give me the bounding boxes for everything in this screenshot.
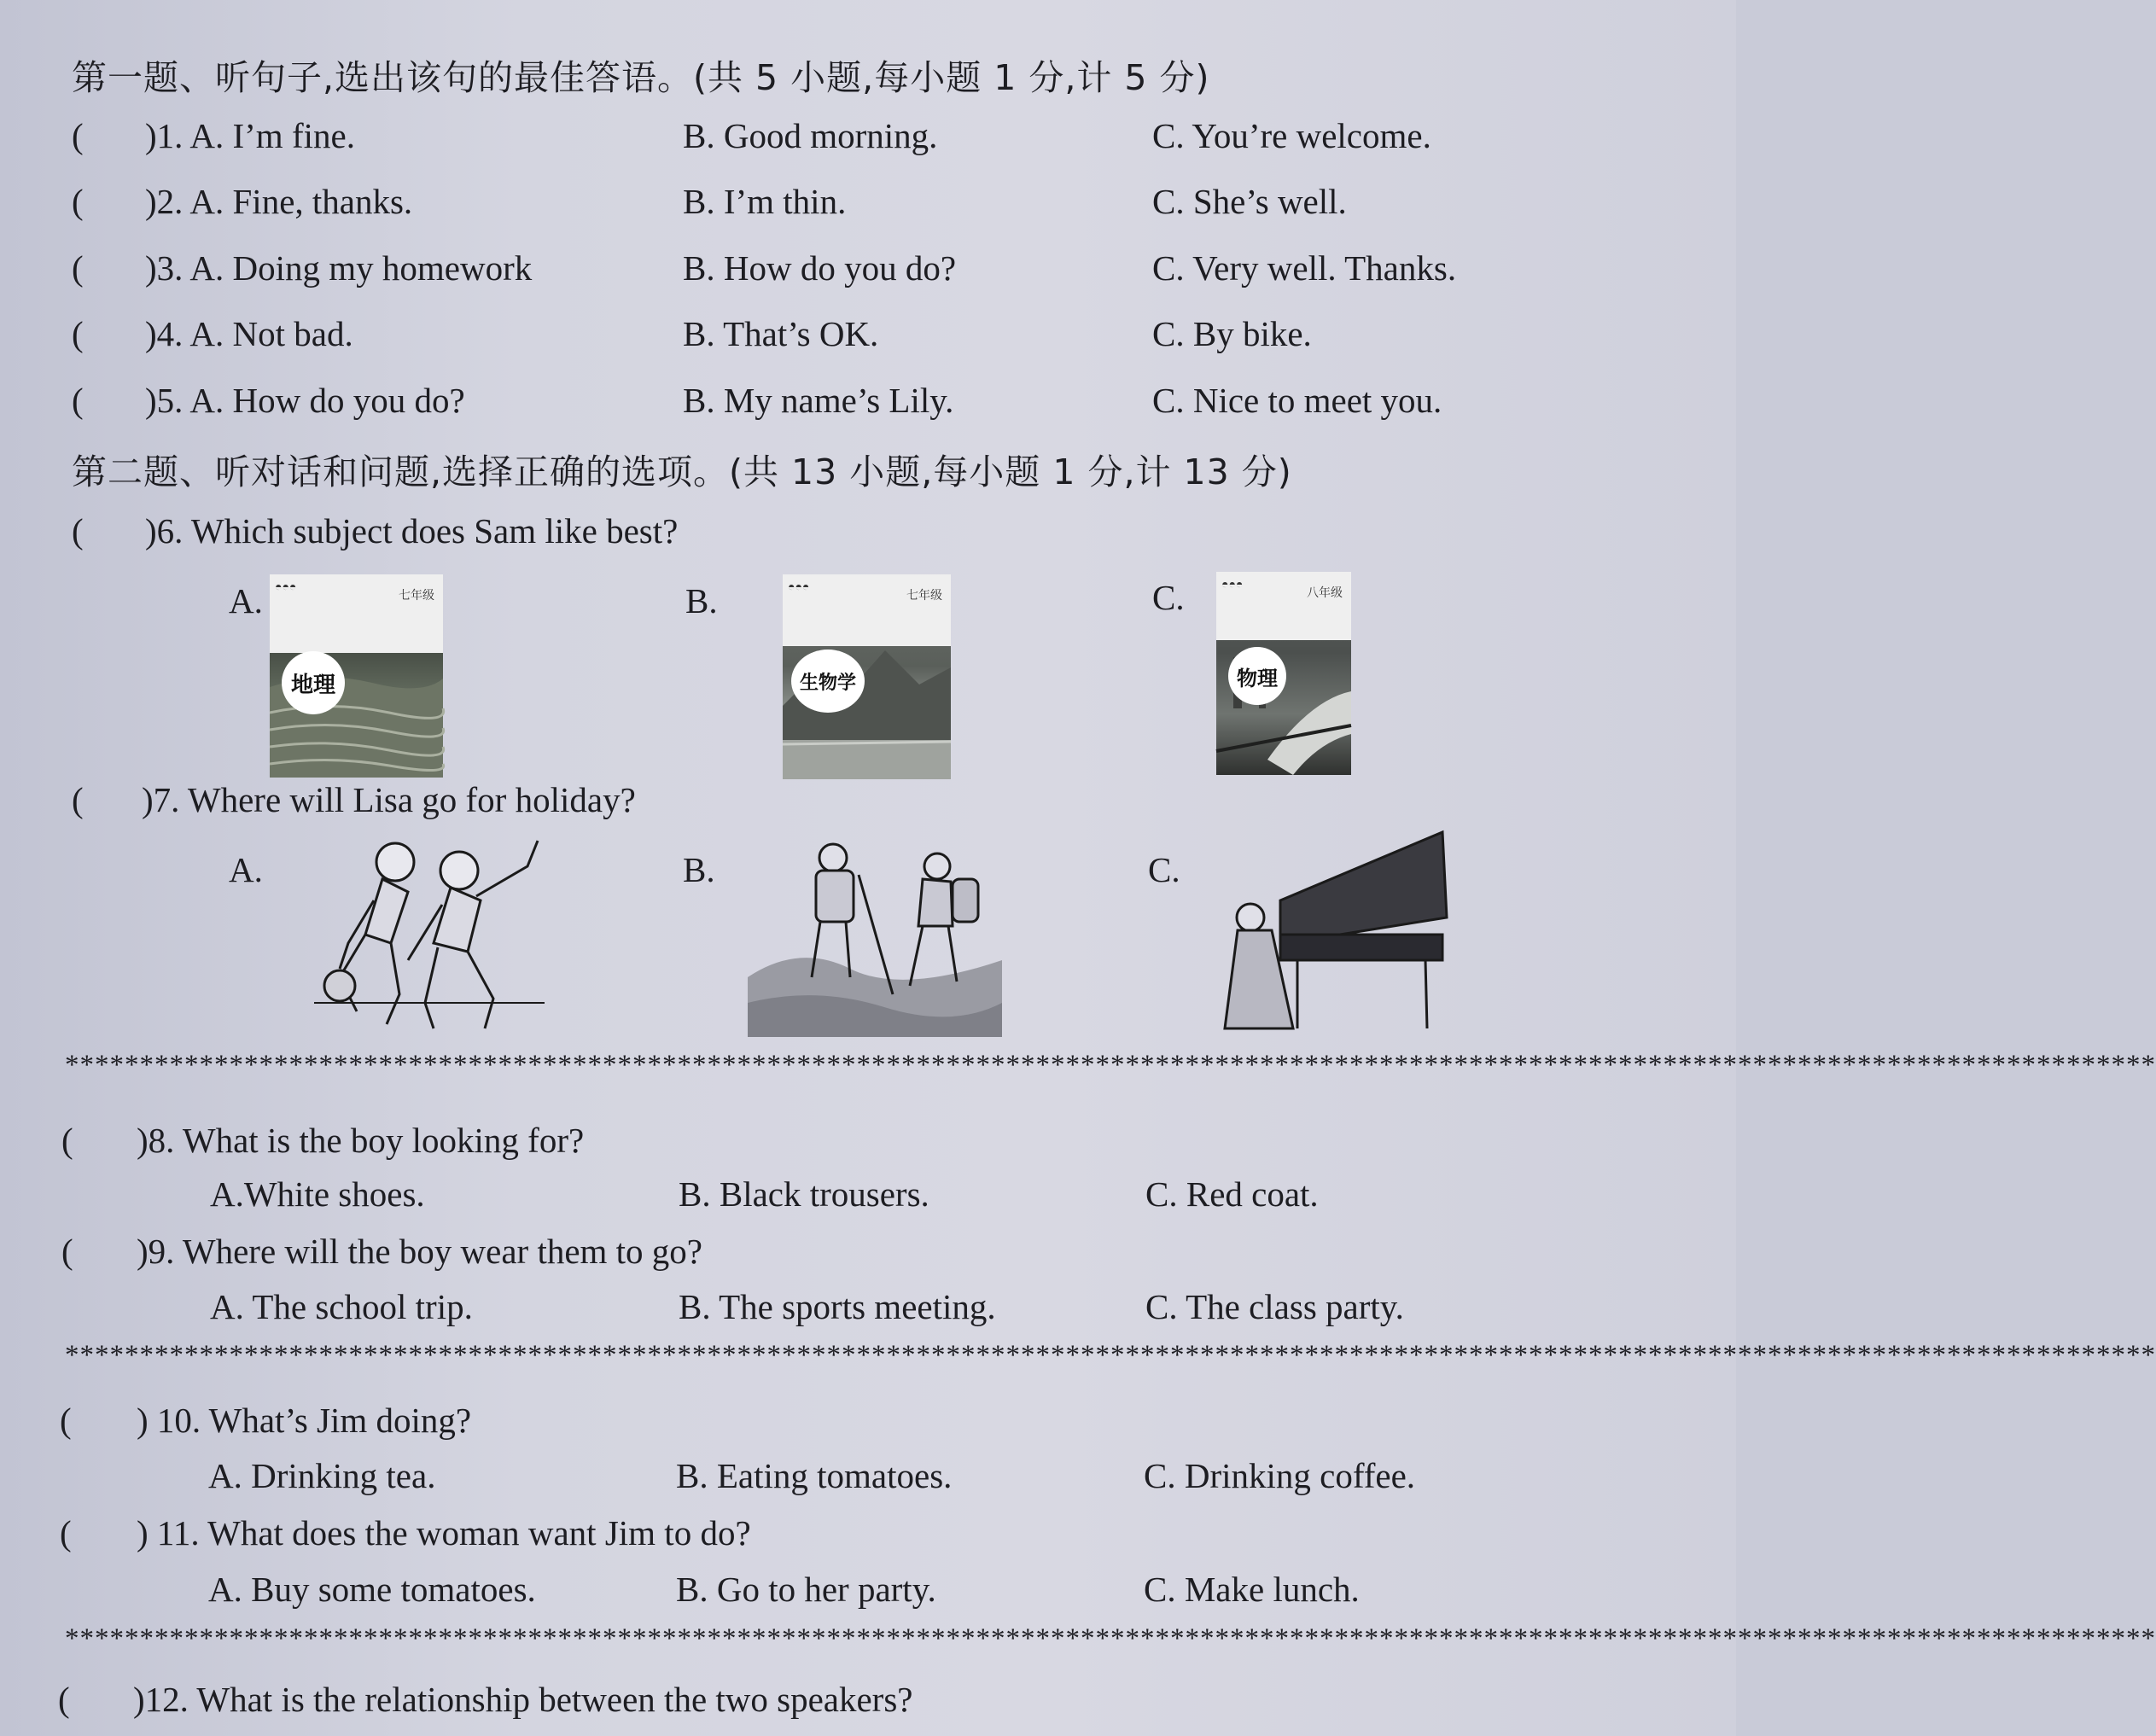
answer-paren[interactable]: ( xyxy=(72,780,84,819)
physics-textbook-image[interactable] xyxy=(1216,572,1351,775)
answer-paren[interactable]: ( xyxy=(58,1680,70,1719)
book-title-badge: 物理 xyxy=(1228,647,1286,705)
option-c: C. Very well. Thanks. xyxy=(1152,248,1457,288)
option-a-label: A. xyxy=(229,850,263,889)
basketball-players-icon[interactable] xyxy=(314,832,545,1037)
options-row-11 xyxy=(0,1569,1736,1620)
answer-paren[interactable]: ( xyxy=(60,1513,72,1552)
girl-playing-piano-icon[interactable] xyxy=(1212,824,1451,1035)
book-grade: 七年级 xyxy=(399,590,434,603)
answer-paren[interactable]: ( xyxy=(72,116,84,155)
option-c: C. She’s well. xyxy=(1152,182,1347,221)
book-title-badge: 地理 xyxy=(282,651,345,714)
question-text: )12. What is the relationship between the two speakers? xyxy=(133,1680,913,1719)
answer-paren[interactable]: ( xyxy=(61,1232,73,1271)
option-b[interactable]: B. Go to her party. xyxy=(676,1570,936,1609)
option-b: B. Good morning. xyxy=(683,116,938,155)
book-grade: 七年级 xyxy=(906,590,942,603)
book-grade: 八年级 xyxy=(1307,587,1343,600)
option-c[interactable]: C. Make lunch. xyxy=(1144,1570,1360,1609)
option-b[interactable]: B. Black trousers. xyxy=(679,1174,929,1214)
option-b[interactable]: B. Eating tomatoes. xyxy=(676,1456,953,1495)
option-b: B. How do you do? xyxy=(683,248,957,288)
option-a-label: A. xyxy=(229,581,263,620)
publisher-logo-icon: ◓◓◓ xyxy=(1221,579,1244,591)
answer-paren[interactable]: ( xyxy=(72,381,84,420)
question-row-10 xyxy=(0,1400,1736,1451)
publisher-logo-icon: ◓◓◓ xyxy=(275,581,297,594)
question-row-6 xyxy=(0,510,1736,562)
geography-textbook-image[interactable] xyxy=(270,574,443,778)
question-row-7 xyxy=(0,779,1736,830)
question-a: )2. A. Fine, thanks. xyxy=(145,182,413,221)
question-text: )8. What is the boy looking for? xyxy=(137,1121,585,1160)
question-row-2 xyxy=(0,181,1736,232)
option-c-label: C. xyxy=(1148,850,1180,889)
question-text: )9. Where will the boy wear them to go? xyxy=(137,1232,703,1271)
answer-paren[interactable]: ( xyxy=(72,182,84,221)
question-row-9 xyxy=(0,1231,1736,1282)
section1-title: 第一题、听句子,选出该句的最佳答语。(共 5 小题,每小题 1 分,计 5 分) xyxy=(72,57,1210,98)
question-row-8 xyxy=(0,1120,1736,1171)
options-row-10 xyxy=(0,1455,1736,1506)
option-a[interactable]: A. Buy some tomatoes. xyxy=(208,1570,536,1609)
answer-paren[interactable]: ( xyxy=(72,248,84,288)
question-row-4 xyxy=(0,313,1736,364)
option-c[interactable]: C. Red coat. xyxy=(1145,1174,1319,1214)
question-text: ) 11. What does the woman want Jim to do? xyxy=(137,1513,751,1552)
answer-paren[interactable]: ( xyxy=(72,511,84,551)
question-row-12 xyxy=(0,1679,1736,1730)
publisher-logo-icon: ◓◓◓ xyxy=(788,581,810,594)
option-c-label: C. xyxy=(1152,578,1185,617)
answer-paren[interactable]: ( xyxy=(72,314,84,353)
option-b: B. I’m thin. xyxy=(683,182,847,221)
question-a: )3. A. Doing my homework xyxy=(145,248,533,288)
option-a[interactable]: A.White shoes. xyxy=(210,1174,425,1214)
question-row-3 xyxy=(0,248,1736,299)
separator-stars: ******************************************************************************************************************************************** xyxy=(65,1623,2156,1654)
question-row-5 xyxy=(0,380,1736,431)
option-c[interactable]: C. Drinking coffee. xyxy=(1144,1456,1416,1495)
option-b[interactable]: B. The sports meeting. xyxy=(679,1287,996,1326)
option-b-label: B. xyxy=(683,850,715,889)
biology-textbook-image[interactable] xyxy=(783,574,951,779)
options-row-9 xyxy=(0,1286,1736,1337)
question-a: )5. A. How do you do? xyxy=(145,381,465,420)
answer-paren[interactable]: ( xyxy=(60,1401,72,1440)
option-b: B. That’s OK. xyxy=(683,314,879,353)
hikers-icon[interactable] xyxy=(748,832,1002,1037)
option-c: C. By bike. xyxy=(1152,314,1312,353)
question-a: )4. A. Not bad. xyxy=(145,314,353,353)
question-text: ) 10. What’s Jim doing? xyxy=(137,1401,472,1440)
option-b-label: B. xyxy=(685,581,718,620)
question-a: )1. A. I’m fine. xyxy=(145,116,355,155)
question-row-11 xyxy=(0,1512,1736,1564)
option-b: B. My name’s Lily. xyxy=(683,381,954,420)
section2-title: 第二题、听对话和问题,选择正确的选项。(共 13 小题,每小题 1 分,计 13 分) xyxy=(72,451,1292,492)
separator-stars: ******************************************************************************************************************************************** xyxy=(65,1050,2156,1081)
question-text: )6. Which subject does Sam like best? xyxy=(145,511,679,551)
question-text: )7. Where will Lisa go for holiday? xyxy=(142,780,636,819)
separator-stars: ******************************************************************************************************************************************** xyxy=(65,1340,2156,1371)
option-a[interactable]: A. Drinking tea. xyxy=(208,1456,436,1495)
options-row-8 xyxy=(0,1174,1736,1225)
option-c: C. Nice to meet you. xyxy=(1152,381,1442,420)
book-title-badge: 生物学 xyxy=(791,650,865,713)
option-c[interactable]: C. The class party. xyxy=(1145,1287,1404,1326)
option-c: C. You’re welcome. xyxy=(1152,116,1431,155)
answer-paren[interactable]: ( xyxy=(61,1121,73,1160)
question-row-1 xyxy=(0,115,1736,166)
option-a[interactable]: A. The school trip. xyxy=(210,1287,473,1326)
